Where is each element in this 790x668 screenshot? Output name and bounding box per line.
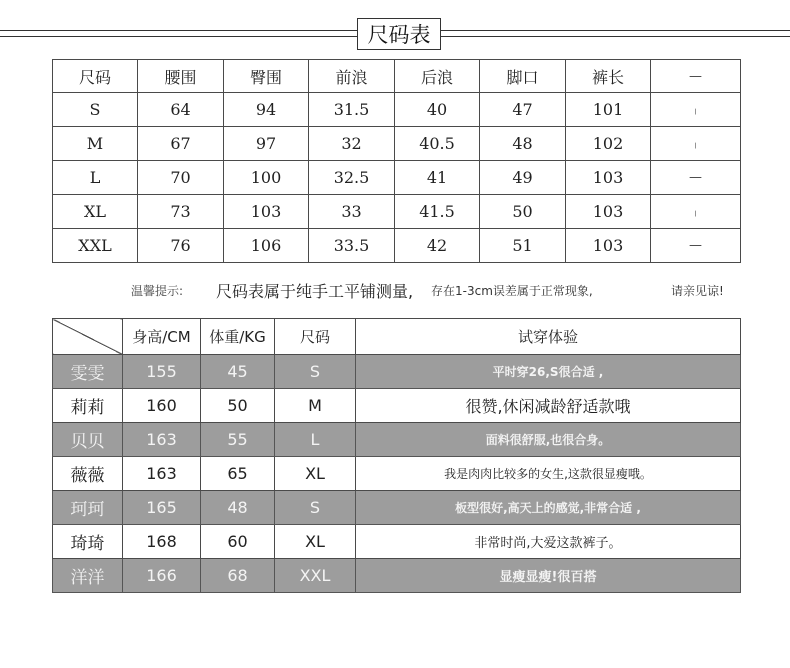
table-row — [53, 355, 741, 389]
cell-hip: 106 — [224, 229, 309, 263]
cell-size: XL — [53, 195, 138, 229]
header-height: 身高/CM — [123, 319, 201, 355]
model-size: L — [275, 423, 356, 457]
cell-hip: 103 — [224, 195, 309, 229]
model-height: 166 — [123, 559, 201, 593]
model-height: 163 — [123, 457, 201, 491]
title-rule-right — [441, 30, 790, 31]
cell-size: L — [53, 161, 138, 195]
model-name: 贝贝 — [53, 423, 123, 457]
note-prefix: 温馨提示: — [131, 283, 184, 298]
cell-waist: 67 — [138, 127, 224, 161]
table-row — [53, 229, 741, 263]
model-weight: 65 — [201, 457, 275, 491]
header-extra: — — [651, 60, 741, 93]
table-row — [53, 491, 741, 525]
cell-front-rise: 32.5 — [309, 161, 395, 195]
cell-waist: 64 — [138, 93, 224, 127]
size-table-header — [53, 60, 741, 93]
table-row — [53, 127, 741, 161]
model-name: 雯雯 — [53, 355, 123, 389]
model-experience: 板型很好,高天上的感觉,非常合适 , — [356, 491, 741, 525]
note-detail: 存在1-3cm误差属于正常现象, — [431, 283, 593, 298]
table-row — [53, 93, 741, 127]
table-row — [53, 195, 741, 229]
model-name: 莉莉 — [53, 389, 123, 423]
model-weight: 55 — [201, 423, 275, 457]
cell-front-rise: 33 — [309, 195, 395, 229]
model-weight: 48 — [201, 491, 275, 525]
model-size: XL — [275, 525, 356, 559]
try-table-header — [53, 319, 741, 355]
cell-waist: 73 — [138, 195, 224, 229]
cell-back-rise: 42 — [395, 229, 480, 263]
cell-size: S — [53, 93, 138, 127]
cell-size: XXL — [53, 229, 138, 263]
cell-extra: ╷ — [651, 195, 741, 229]
cell-leg-opening: 47 — [480, 93, 566, 127]
model-name: 珂珂 — [53, 491, 123, 525]
cell-size: M — [53, 127, 138, 161]
header-experience: 试穿体验 — [356, 319, 741, 355]
model-experience: 面料很舒服,也很合身。 — [356, 423, 741, 457]
cell-back-rise: 40 — [395, 93, 480, 127]
cell-front-rise: 33.5 — [309, 229, 395, 263]
header-hip: 臀围 — [224, 60, 309, 93]
model-weight: 60 — [201, 525, 275, 559]
model-size: S — [275, 355, 356, 389]
try-on-table — [52, 318, 741, 593]
cell-front-rise: 32 — [309, 127, 395, 161]
model-experience: 平时穿26,S很合适 , — [356, 355, 741, 389]
cell-length: 101 — [566, 93, 651, 127]
table-row — [53, 559, 741, 593]
model-experience: 非常时尚,大爱这款裤子。 — [356, 525, 741, 559]
cell-length: 103 — [566, 195, 651, 229]
model-weight: 50 — [201, 389, 275, 423]
model-name: 薇薇 — [53, 457, 123, 491]
title-rule-right-2 — [441, 36, 790, 37]
diagonal-header-cell — [53, 319, 123, 355]
table-row — [53, 423, 741, 457]
cell-leg-opening: 49 — [480, 161, 566, 195]
cell-front-rise: 31.5 — [309, 93, 395, 127]
header-front-rise: 前浪 — [309, 60, 395, 93]
model-size: XXL — [275, 559, 356, 593]
size-table — [52, 59, 741, 263]
model-name: 洋洋 — [53, 559, 123, 593]
model-experience: 显瘦显瘦!很百搭 — [356, 559, 741, 593]
page-title: 尺码表 — [357, 18, 441, 50]
model-name: 琦琦 — [53, 525, 123, 559]
table-row — [53, 525, 741, 559]
cell-length: 103 — [566, 161, 651, 195]
cell-leg-opening: 50 — [480, 195, 566, 229]
cell-length: 102 — [566, 127, 651, 161]
table-row — [53, 389, 741, 423]
header-leg-opening: 脚口 — [480, 60, 566, 93]
cell-waist: 70 — [138, 161, 224, 195]
title-rule-left — [0, 30, 357, 31]
model-weight: 68 — [201, 559, 275, 593]
cell-hip: 97 — [224, 127, 309, 161]
cell-waist: 76 — [138, 229, 224, 263]
model-size: XL — [275, 457, 356, 491]
cell-leg-opening: 48 — [480, 127, 566, 161]
cell-leg-opening: 51 — [480, 229, 566, 263]
model-height: 165 — [123, 491, 201, 525]
cell-length: 103 — [566, 229, 651, 263]
table-row — [53, 161, 741, 195]
model-height: 163 — [123, 423, 201, 457]
cell-extra: — — [651, 161, 741, 195]
cell-back-rise: 41.5 — [395, 195, 480, 229]
model-weight: 45 — [201, 355, 275, 389]
header-size: 尺码 — [53, 60, 138, 93]
cell-back-rise: 40.5 — [395, 127, 480, 161]
header-size: 尺码 — [275, 319, 356, 355]
model-size: M — [275, 389, 356, 423]
cell-extra: — — [651, 229, 741, 263]
note-main: 尺码表属于纯手工平铺测量, — [216, 281, 414, 301]
model-size: S — [275, 491, 356, 525]
header-weight: 体重/KG — [201, 319, 275, 355]
model-height: 160 — [123, 389, 201, 423]
header-waist: 腰围 — [138, 60, 224, 93]
note-suffix: 请亲见谅! — [671, 283, 724, 298]
cell-hip: 100 — [224, 161, 309, 195]
cell-back-rise: 41 — [395, 161, 480, 195]
title-rule-left-2 — [0, 36, 357, 37]
table-row — [53, 457, 741, 491]
cell-extra: ╷ — [651, 93, 741, 127]
model-experience: 我是肉肉比较多的女生,这款很显瘦哦。 — [356, 457, 741, 491]
model-height: 168 — [123, 525, 201, 559]
header-length: 裤长 — [566, 60, 651, 93]
cell-hip: 94 — [224, 93, 309, 127]
cell-extra: ╷ — [651, 127, 741, 161]
header-back-rise: 后浪 — [395, 60, 480, 93]
model-experience: 很赞,休闲减龄舒适款哦 — [356, 389, 741, 423]
model-height: 155 — [123, 355, 201, 389]
